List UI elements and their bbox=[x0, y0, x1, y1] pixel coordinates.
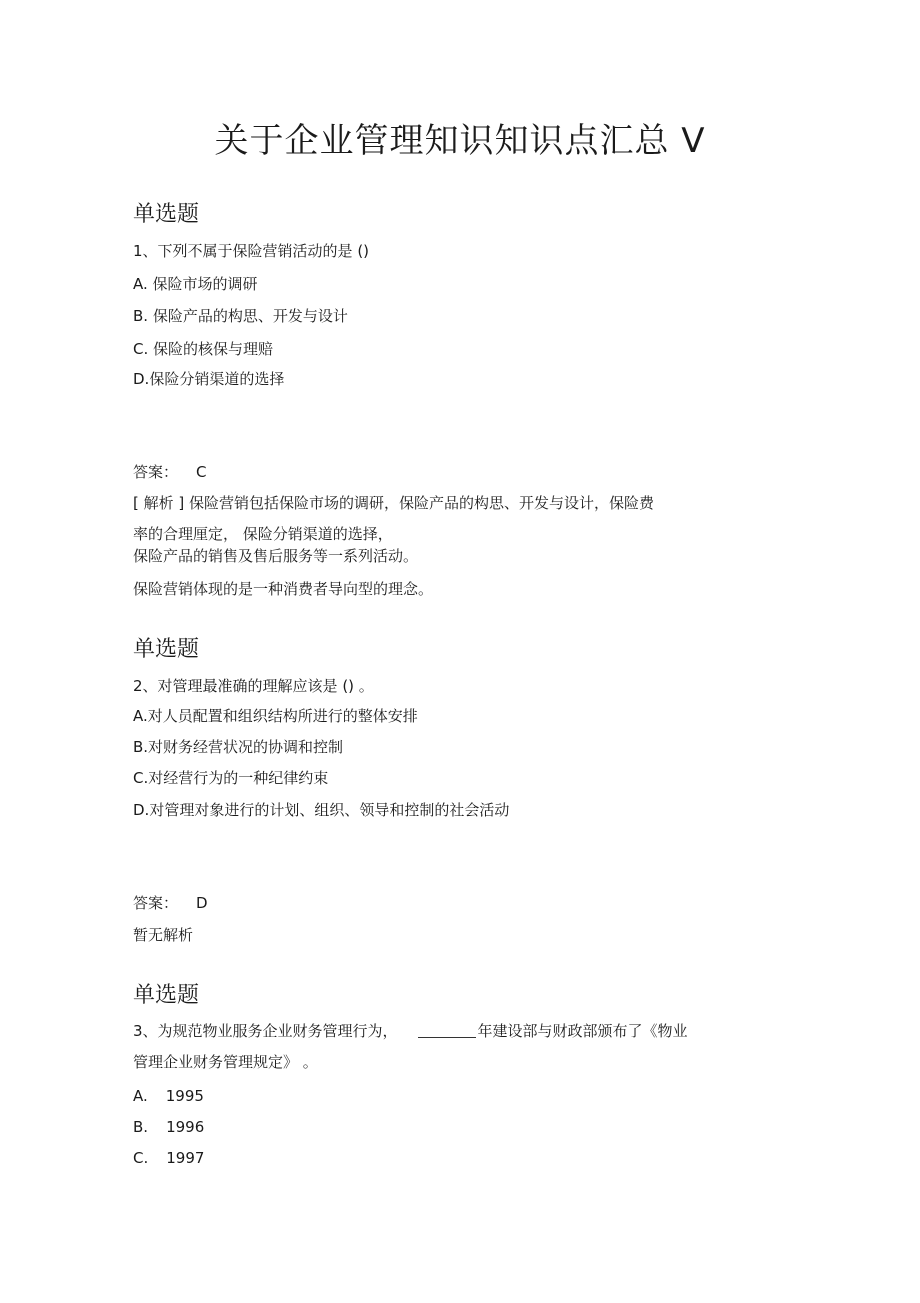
section-heading: 单选题 bbox=[133, 637, 200, 662]
option-b: B. 保险产品的构思、开发与设计 bbox=[133, 307, 348, 325]
answer-value: D bbox=[196, 894, 208, 912]
answer-label: 答案： bbox=[133, 894, 179, 912]
option-value: 1995 bbox=[165, 1087, 204, 1105]
answer-label: 答案： bbox=[133, 463, 179, 481]
option-b bbox=[133, 1116, 204, 1138]
option-a: A. 保险市场的调研 bbox=[133, 275, 258, 293]
question-text-continued: 管理企业财务管理规定》 。 bbox=[133, 1053, 318, 1071]
option-value: 1997 bbox=[166, 1149, 205, 1167]
question-text: 1、下列不属于保险营销活动的是 () bbox=[133, 242, 370, 260]
answer-line bbox=[133, 892, 208, 914]
document-title: 关于企业管理知识知识点汇总 V bbox=[214, 121, 706, 161]
option-b: B.对财务经营状况的协调和控制 bbox=[133, 738, 344, 756]
question-part-1: 3、为规范物业服务企业财务管理行为， bbox=[133, 1022, 398, 1040]
option-c bbox=[133, 1147, 204, 1169]
analysis-line: 保险产品的销售及售后服务等一系列活动。 bbox=[133, 547, 419, 565]
option-letter: B. bbox=[133, 1118, 149, 1136]
question-text bbox=[133, 1020, 688, 1042]
option-a: A.对人员配置和组织结构所进行的整体安排 bbox=[133, 707, 418, 725]
analysis-line: [ 解析 ] 保险营销包括保险市场的调研，保险产品的构思、开发与设计，保险费 bbox=[133, 494, 655, 512]
section-heading: 单选题 bbox=[133, 983, 200, 1008]
question-text: 2、对管理最准确的理解应该是 () 。 bbox=[133, 677, 374, 695]
option-value: 1996 bbox=[166, 1118, 205, 1136]
fill-in-blank bbox=[418, 1021, 476, 1038]
analysis-line: 率的合理厘定， 保险分销渠道的选择， bbox=[133, 525, 393, 543]
option-letter: C. bbox=[133, 1149, 149, 1167]
option-a bbox=[133, 1085, 204, 1107]
answer-line bbox=[133, 461, 207, 483]
option-c: C.对经营行为的一种纪律约束 bbox=[133, 769, 329, 787]
analysis-line: 暂无解析 bbox=[133, 926, 194, 944]
question-part-2: 年建设部与财政部颁布了《物业 bbox=[477, 1022, 688, 1040]
option-d: D.对管理对象进行的计划、组织、领导和控制的社会活动 bbox=[133, 801, 510, 819]
option-letter: A. bbox=[133, 1087, 148, 1105]
option-c: C. 保险的核保与理赔 bbox=[133, 340, 274, 358]
answer-value: C bbox=[196, 463, 207, 481]
analysis-line: 保险营销体现的是一种消费者导向型的理念。 bbox=[133, 580, 434, 598]
section-heading: 单选题 bbox=[133, 202, 200, 227]
option-d: D.保险分销渠道的选择 bbox=[133, 370, 285, 388]
